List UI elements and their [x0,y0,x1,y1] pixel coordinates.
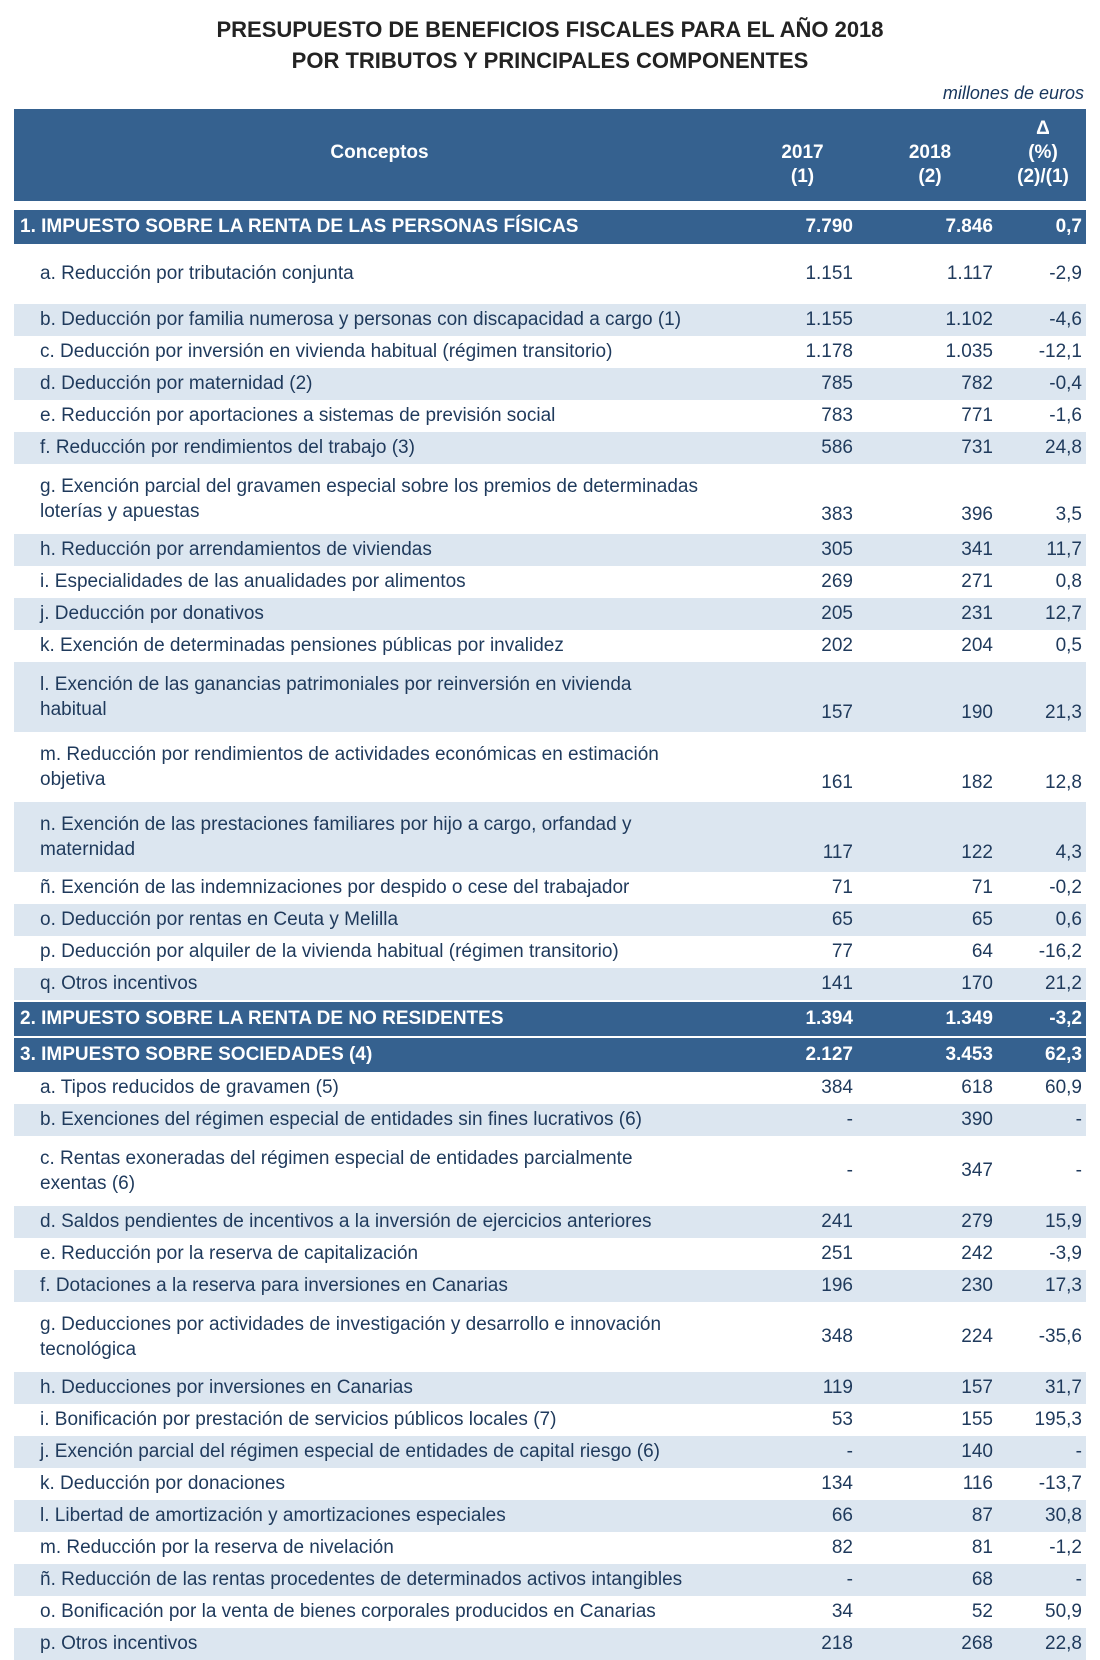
item-row [14,534,1086,566]
item-label-line: p. Deducción por alquiler de la vivienda habitual (régimen transitorio) [40,940,744,964]
value-2018: 155 [860,1404,1000,1436]
item-label-line: tecnológica [40,1337,744,1362]
item-row [14,1404,1086,1436]
item-label [14,598,745,630]
value-delta: 0,6 [1000,904,1086,936]
value-2018: 170 [860,968,1000,1001]
item-label-line: l. Exención de las ganancias patrimoniales por reinversión en vivienda [40,672,744,697]
value-delta: -0,2 [1000,872,1086,904]
item-row [14,1372,1086,1404]
header-2018-year: 2018 [860,141,1000,165]
header-row [14,109,1086,206]
item-row [14,802,1086,872]
header-concept: Conceptos [14,109,745,206]
header-2018-note: (2) [860,165,1000,189]
value-2017: 66 [745,1500,860,1532]
value-delta: 15,9 [1000,1206,1086,1238]
value-2017: 218 [745,1628,860,1660]
section-row [14,1037,1086,1072]
item-row [14,336,1086,368]
item-row [14,1238,1086,1270]
value-delta: 62,3 [1000,1037,1086,1072]
value-2017: 196 [745,1270,860,1302]
value-delta: -4,6 [1000,304,1086,336]
item-label-line: e. Reducción por la reserva de capitalización [40,1242,744,1266]
item-label [14,1104,745,1136]
item-label [14,368,745,400]
value-2017: 1.151 [745,244,860,304]
value-delta: - [1000,1436,1086,1468]
value-2018: 157 [860,1372,1000,1404]
item-row [14,244,1086,304]
value-delta: -1,6 [1000,400,1086,432]
item-label-line: m. Reducción por rendimientos de actividades económicas en estimación [40,742,744,767]
value-2017: 77 [745,936,860,968]
value-2017: 7.790 [745,206,860,245]
item-label-line: b. Deducción por familia numerosa y personas con discapacidad a cargo (1) [40,308,744,332]
value-2018: 390 [860,1104,1000,1136]
item-row [14,1564,1086,1596]
item-row [14,1136,1086,1206]
value-delta: 195,3 [1000,1404,1086,1436]
value-2018: 1.349 [860,1001,1000,1037]
value-2017: 586 [745,432,860,464]
value-2018: 224 [860,1302,1000,1372]
item-label-line: c. Rentas exoneradas del régimen especial de entidades parcialmente [40,1146,744,1171]
item-label [14,464,745,534]
value-2017: 65 [745,904,860,936]
value-2018: 1.035 [860,336,1000,368]
value-delta: 21,3 [1000,662,1086,732]
value-delta: 0,5 [1000,630,1086,662]
value-delta: 50,9 [1000,1596,1086,1628]
value-2018: 71 [860,872,1000,904]
item-label-line: k. Deducción por donaciones [40,1472,744,1496]
item-label-line: o. Bonificación por la venta de bienes corporales producidos en Canarias [40,1600,744,1624]
item-label-line: ñ. Exención de las indemnizaciones por despido o cese del trabajador [40,876,744,900]
value-delta: 17,3 [1000,1270,1086,1302]
item-label [14,432,745,464]
item-label [14,534,745,566]
item-row [14,630,1086,662]
value-delta: 31,7 [1000,1372,1086,1404]
item-label [14,1270,745,1302]
value-2017: 384 [745,1072,860,1104]
item-label [14,1302,745,1372]
value-2017: 117 [745,802,860,872]
item-label-line: f. Reducción por rendimientos del trabajo (3) [40,436,744,460]
value-2018: 268 [860,1628,1000,1660]
item-label-line: o. Deducción por rentas en Ceuta y Melilla [40,908,744,932]
item-label [14,1468,745,1500]
header-delta-symbol: Δ [1000,117,1086,141]
item-row [14,732,1086,802]
value-delta: 12,8 [1000,732,1086,802]
item-label-line: p. Otros incentivos [40,1632,744,1656]
header-delta [1000,109,1086,206]
item-label [14,304,745,336]
item-row [14,566,1086,598]
table-header [14,109,1086,206]
item-label [14,1372,745,1404]
value-delta: -0,4 [1000,368,1086,400]
value-2017: 785 [745,368,860,400]
value-2017: 53 [745,1404,860,1436]
value-2017: - [745,1436,860,1468]
item-row [14,904,1086,936]
value-delta: 21,2 [1000,968,1086,1001]
item-row [14,1628,1086,1660]
page-title-line1: PRESUPUESTO DE BENEFICIOS FISCALES PARA EL AÑO 2018 [14,14,1086,45]
item-label [14,1072,745,1104]
item-label-line: f. Dotaciones a la reserva para inversiones en Canarias [40,1274,744,1298]
value-2017: 305 [745,534,860,566]
value-delta: -12,1 [1000,336,1086,368]
item-row [14,1104,1086,1136]
value-2018: 731 [860,432,1000,464]
page-title [14,12,1086,76]
item-label-line: d. Saldos pendientes de incentivos a la inversión de ejercicios anteriores [40,1210,744,1234]
value-delta: 3,5 [1000,464,1086,534]
item-row [14,1596,1086,1628]
value-delta: - [1000,1564,1086,1596]
value-2017: 119 [745,1372,860,1404]
item-label-line: g. Exención parcial del gravamen especial sobre los premios de determinadas [40,474,744,499]
value-2018: 52 [860,1596,1000,1628]
value-delta: 24,8 [1000,432,1086,464]
item-row [14,464,1086,534]
value-2018: 140 [860,1436,1000,1468]
item-label [14,566,745,598]
value-2018: 341 [860,534,1000,566]
item-label [14,1436,745,1468]
header-delta-pct: (%) [1000,141,1086,165]
value-2017: 783 [745,400,860,432]
item-row [14,1302,1086,1372]
item-label-line: exentas (6) [40,1171,744,1196]
item-label-line: habitual [40,697,744,722]
item-label-line: j. Exención parcial del régimen especial de entidades de capital riesgo (6) [40,1440,744,1464]
item-row [14,400,1086,432]
value-delta: 11,7 [1000,534,1086,566]
section-label: 2. IMPUESTO SOBRE LA RENTA DE NO RESIDENTES [14,1001,745,1037]
item-label [14,904,745,936]
item-label [14,630,745,662]
section-row [14,206,1086,245]
value-2018: 204 [860,630,1000,662]
item-label [14,400,745,432]
value-2017: 161 [745,732,860,802]
table-body [14,206,1086,1660]
units-note: millones de euros [14,83,1084,104]
value-2018: 1.117 [860,244,1000,304]
value-2017: 82 [745,1532,860,1564]
header-delta-ratio: (2)/(1) [1000,165,1086,189]
item-label-line: maternidad [40,837,744,862]
section-label: 3. IMPUESTO SOBRE SOCIEDADES (4) [14,1037,745,1072]
item-label-line: c. Deducción por inversión en vivienda habitual (régimen transitorio) [40,340,744,364]
value-2018: 122 [860,802,1000,872]
value-2017: 157 [745,662,860,732]
value-delta: -2,9 [1000,244,1086,304]
value-delta: -3,2 [1000,1001,1086,1037]
item-label [14,1628,745,1660]
item-row [14,968,1086,1001]
item-label-line: d. Deducción por maternidad (2) [40,372,744,396]
value-2018: 7.846 [860,206,1000,245]
value-2018: 231 [860,598,1000,630]
item-row [14,1206,1086,1238]
item-label-line: loterías y apuestas [40,499,744,524]
value-2017: 1.178 [745,336,860,368]
item-label-line: q. Otros incentivos [40,972,744,996]
value-delta: 60,9 [1000,1072,1086,1104]
item-row [14,304,1086,336]
item-label-line: ñ. Reducción de las rentas procedentes de determinados activos intangibles [40,1568,744,1592]
item-label [14,872,745,904]
page-title-line2: POR TRIBUTOS Y PRINCIPALES COMPONENTES [14,45,1086,76]
value-2018: 65 [860,904,1000,936]
item-row [14,1468,1086,1500]
value-2018: 782 [860,368,1000,400]
value-2018: 81 [860,1532,1000,1564]
value-delta: - [1000,1104,1086,1136]
value-2018: 190 [860,662,1000,732]
value-delta: -1,2 [1000,1532,1086,1564]
value-2018: 242 [860,1238,1000,1270]
header-2017 [745,109,860,206]
item-label [14,936,745,968]
value-delta: -16,2 [1000,936,1086,968]
item-label [14,336,745,368]
value-2017: 205 [745,598,860,630]
item-label-line: g. Deducciones por actividades de investigación y desarrollo e innovación [40,1312,744,1337]
item-label [14,1136,745,1206]
value-2017: 269 [745,566,860,598]
value-2017: - [745,1564,860,1596]
value-delta: 4,3 [1000,802,1086,872]
item-label [14,1564,745,1596]
section-label: 1. IMPUESTO SOBRE LA RENTA DE LAS PERSONAS FÍSICAS [14,206,745,245]
value-delta: 0,8 [1000,566,1086,598]
fiscal-benefits-table [14,109,1086,1660]
value-2018: 87 [860,1500,1000,1532]
value-2018: 347 [860,1136,1000,1206]
item-label-line: n. Exención de las prestaciones familiares por hijo a cargo, orfandad y [40,812,744,837]
item-row [14,872,1086,904]
item-label-line: i. Bonificación por prestación de servicios públicos locales (7) [40,1408,744,1432]
value-2018: 771 [860,400,1000,432]
value-2018: 64 [860,936,1000,968]
value-2018: 396 [860,464,1000,534]
value-2017: 202 [745,630,860,662]
item-label-line: h. Deducciones por inversiones en Canarias [40,1376,744,1400]
item-label [14,1238,745,1270]
value-2017: 251 [745,1238,860,1270]
value-2018: 3.453 [860,1037,1000,1072]
item-label [14,802,745,872]
value-2017: 34 [745,1596,860,1628]
item-label [14,1532,745,1564]
value-2018: 230 [860,1270,1000,1302]
value-delta: 0,7 [1000,206,1086,245]
item-label-line: h. Reducción por arrendamientos de viviendas [40,538,744,562]
item-label-line: m. Reducción por la reserva de nivelación [40,1536,744,1560]
item-row [14,1072,1086,1104]
header-2017-note: (1) [745,165,860,189]
value-delta: - [1000,1136,1086,1206]
value-delta: 12,7 [1000,598,1086,630]
item-row [14,1500,1086,1532]
item-label-line: e. Reducción por aportaciones a sistemas de previsión social [40,404,744,428]
item-label-line: l. Libertad de amortización y amortizaciones especiales [40,1504,744,1528]
value-2017: 141 [745,968,860,1001]
value-2017: 71 [745,872,860,904]
value-2017: 2.127 [745,1037,860,1072]
item-row [14,368,1086,400]
item-label [14,1500,745,1532]
item-label-line: k. Exención de determinadas pensiones públicas por invalidez [40,634,744,658]
value-2018: 68 [860,1564,1000,1596]
value-delta: -3,9 [1000,1238,1086,1270]
value-2017: - [745,1104,860,1136]
value-2018: 1.102 [860,304,1000,336]
item-label [14,1206,745,1238]
header-2017-year: 2017 [745,141,860,165]
item-row [14,1532,1086,1564]
value-2017: 241 [745,1206,860,1238]
value-delta: 22,8 [1000,1628,1086,1660]
item-row [14,432,1086,464]
item-row [14,598,1086,630]
item-label [14,1596,745,1628]
item-label-line: objetiva [40,767,744,792]
value-2017: 383 [745,464,860,534]
section-row [14,1001,1086,1037]
item-label-line: a. Tipos reducidos de gravamen (5) [40,1076,744,1100]
value-2017: 134 [745,1468,860,1500]
header-2018 [860,109,1000,206]
item-row [14,936,1086,968]
value-2018: 182 [860,732,1000,802]
item-label [14,662,745,732]
value-2017: 348 [745,1302,860,1372]
value-2017: 1.394 [745,1001,860,1037]
item-label-line: b. Exenciones del régimen especial de entidades sin fines lucrativos (6) [40,1108,744,1132]
value-delta: 30,8 [1000,1500,1086,1532]
value-2018: 279 [860,1206,1000,1238]
value-delta: -35,6 [1000,1302,1086,1372]
value-2018: 271 [860,566,1000,598]
value-2018: 618 [860,1072,1000,1104]
item-label [14,732,745,802]
item-label [14,1404,745,1436]
item-label-line: j. Deducción por donativos [40,602,744,626]
item-row [14,1436,1086,1468]
value-2017: 1.155 [745,304,860,336]
item-label-line: a. Reducción por tributación conjunta [40,262,744,286]
value-2017: - [745,1136,860,1206]
item-label-line: i. Especialidades de las anualidades por alimentos [40,570,744,594]
value-delta: -13,7 [1000,1468,1086,1500]
item-row [14,1270,1086,1302]
item-row [14,662,1086,732]
value-2018: 116 [860,1468,1000,1500]
item-label [14,244,745,304]
item-label [14,968,745,1001]
